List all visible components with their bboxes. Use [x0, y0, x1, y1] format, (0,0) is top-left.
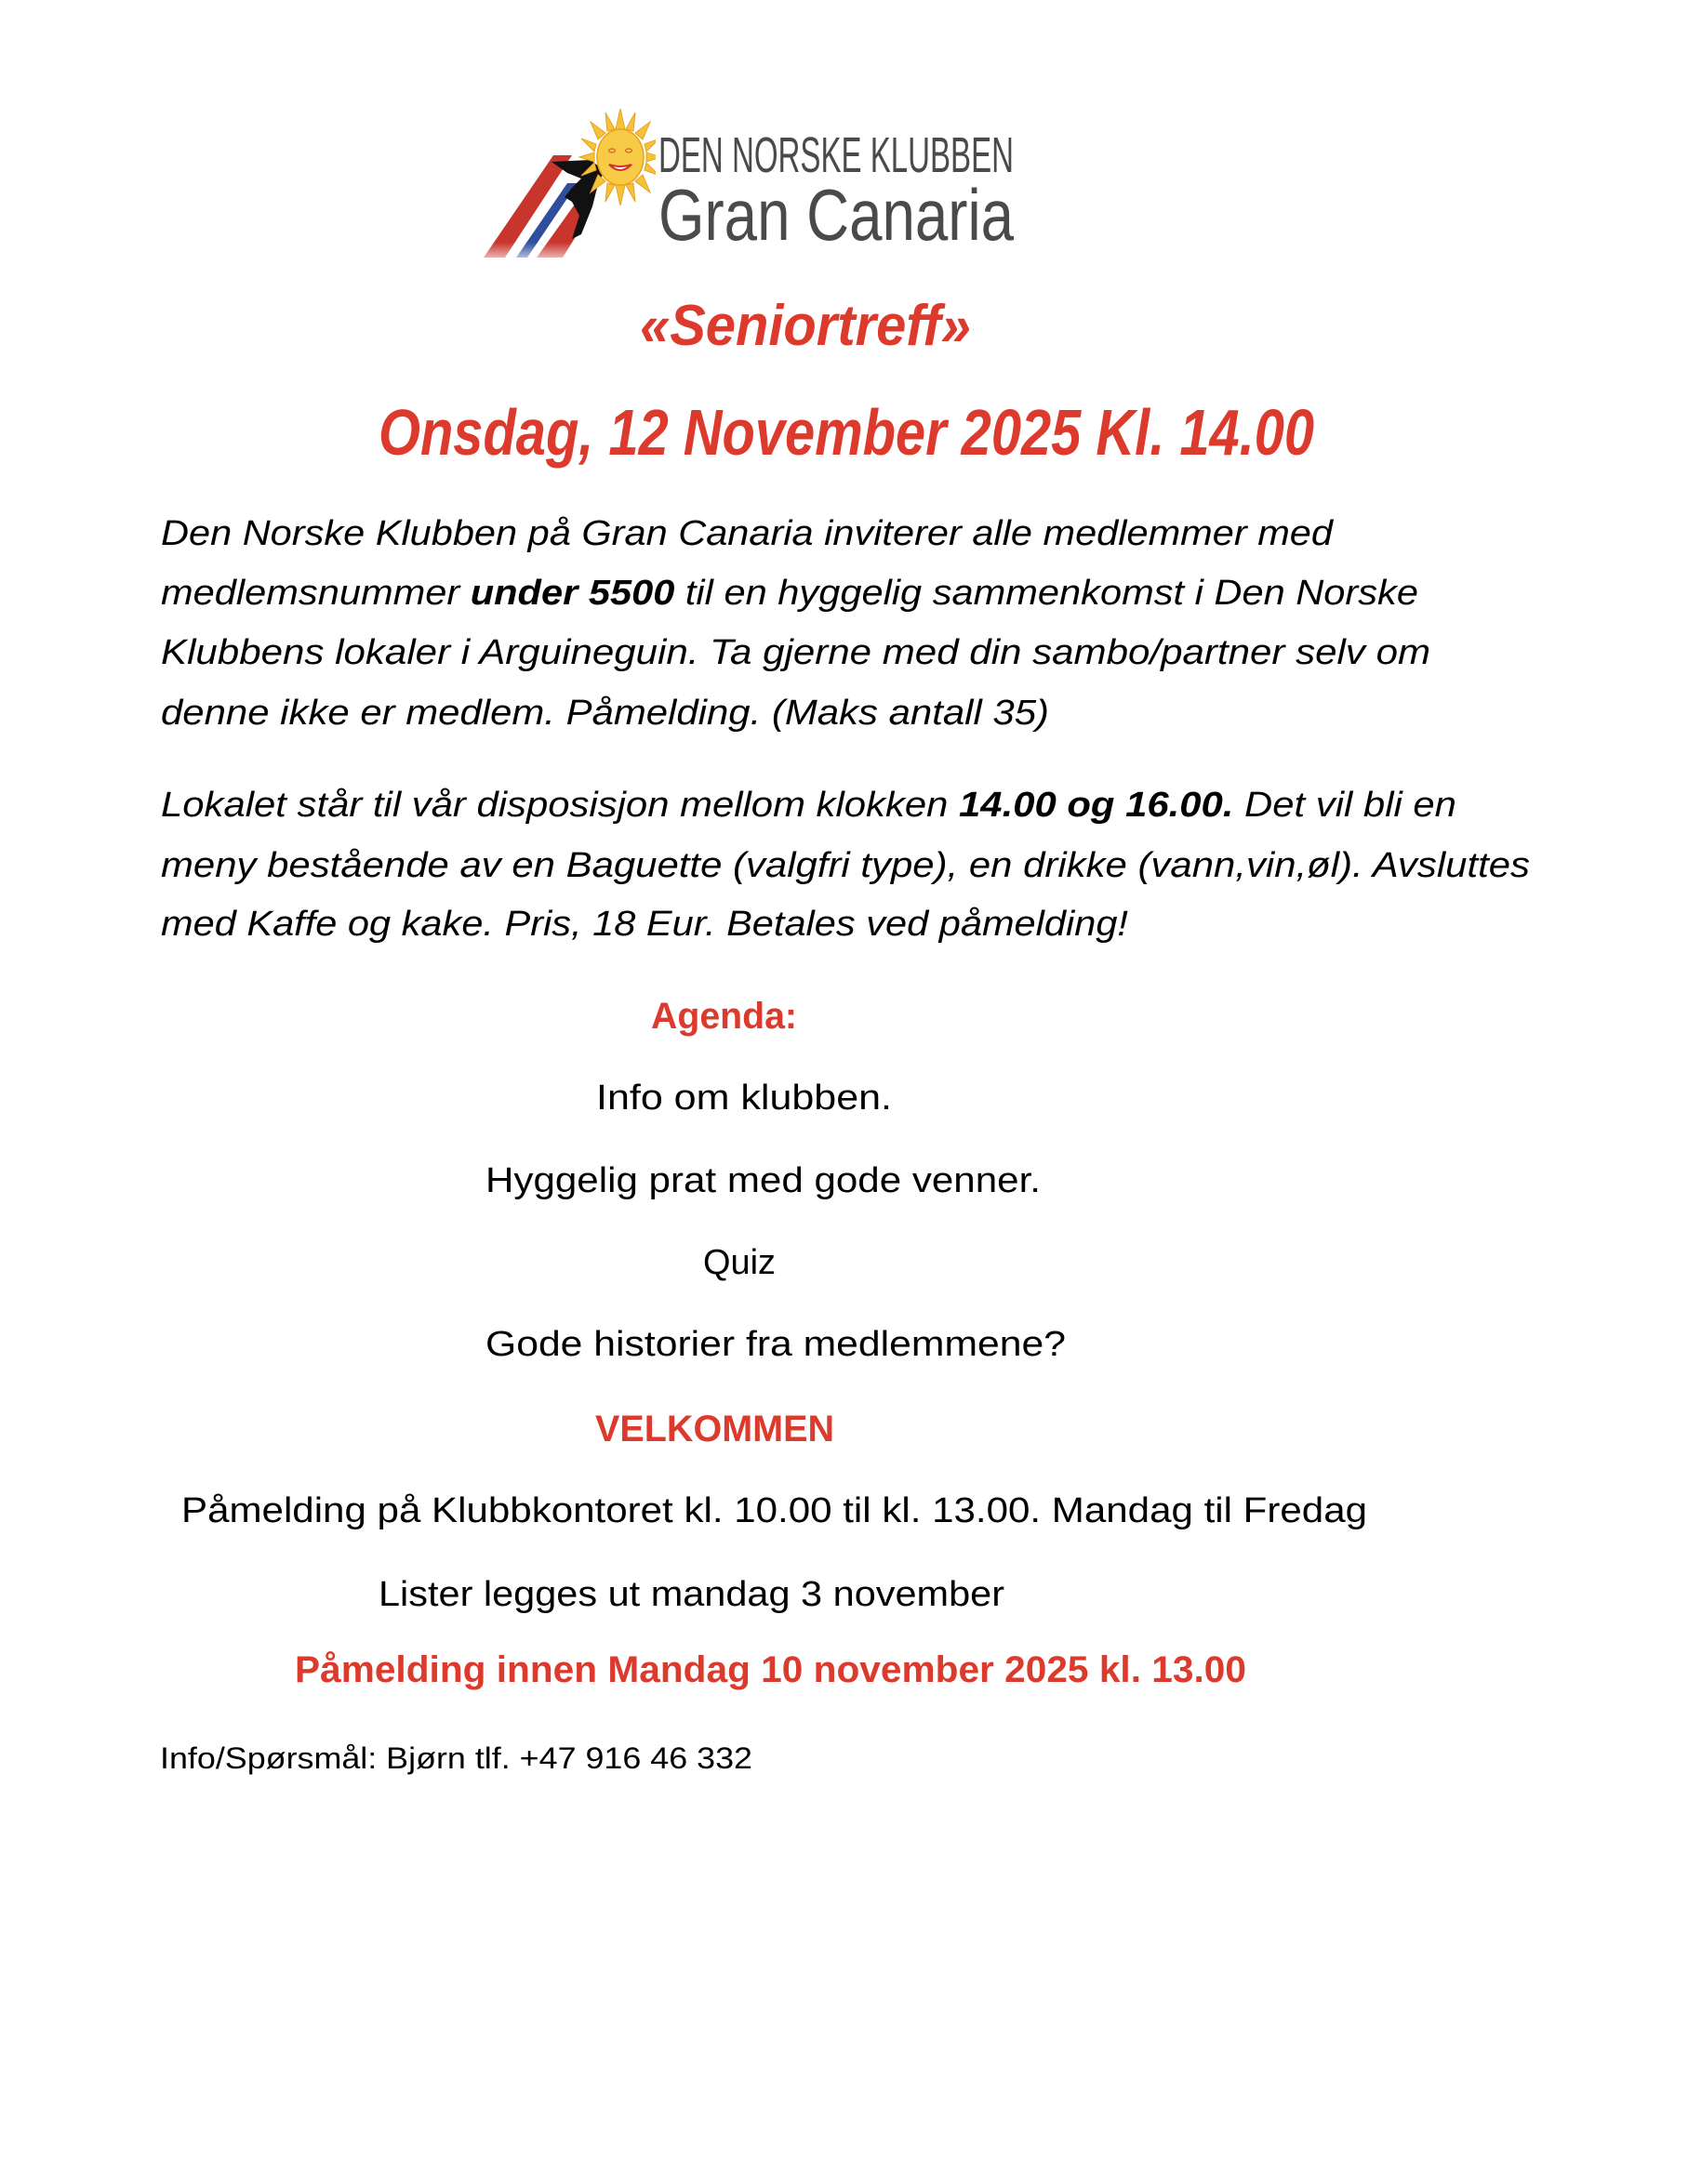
text: Klubbens lokaler i Arguineguin. Ta gjerne med din sambo/partner selv om	[161, 633, 1431, 672]
logo-line-2: Gran Canaria	[658, 174, 1014, 256]
paragraph-line	[161, 516, 1333, 551]
logo-line-1: DEN NORSKE KLUBBEN	[658, 127, 1014, 183]
office-hours-text: Påmelding på Klubbkontoret kl. 10.00 til kl. 13.00. Mandag til Fredag	[181, 1491, 1368, 1530]
text: denne ikke er medlem. Påmelding. (Maks antall 35)	[161, 694, 1049, 733]
text: Det vil bli en	[1233, 786, 1456, 825]
text: Den Norske Klubben på Gran Canaria inviterer alle medlemmer med	[161, 514, 1333, 553]
sun-icon	[579, 109, 656, 205]
registration-deadline: Påmelding innen Mandag 10 november 2025 kl. 13.00	[295, 1649, 1246, 1690]
agenda-item: Gode historier fra medlemmene?	[485, 1325, 1066, 1364]
paragraph-line	[161, 848, 1530, 883]
paragraph-line	[161, 576, 1418, 611]
agenda-item: Info om klubben.	[596, 1079, 893, 1118]
paragraph-line	[161, 788, 1456, 823]
welcome-text: VELKOMMEN	[595, 1409, 835, 1449]
text: Lokalet står til vår disposisjon mellom klokken	[161, 786, 960, 825]
agenda-heading: Agenda:	[651, 996, 797, 1037]
text: medlemsnummer	[161, 574, 471, 613]
club-logo-icon	[479, 104, 656, 267]
text: med Kaffe og kake. Pris, 18 Eur. Betales ved påmelding!	[161, 905, 1128, 944]
contact-info: Info/Spørsmål: Bjørn tlf. +47 916 46 332	[160, 1741, 753, 1775]
text: meny bestående av en Baguette (valgfri type), en drikke (vann,vin,øl). Avsluttes	[161, 846, 1531, 885]
paragraph-line	[161, 635, 1430, 670]
event-title: «Seniortreff»	[640, 294, 972, 358]
bold-text: 14.00 og 16.00.	[959, 786, 1234, 825]
event-date: Onsdag, 12 November 2025 Kl. 14.00	[379, 396, 1315, 469]
paragraph-line	[161, 907, 1128, 942]
agenda-item: Hyggelig prat med gode venner.	[485, 1161, 1041, 1200]
bold-text: under 5500	[470, 574, 675, 613]
paragraph-line	[161, 695, 1049, 731]
agenda-item: Quiz	[703, 1243, 776, 1282]
text: til en hyggelig sammenkomst i Den Norske	[674, 574, 1418, 613]
lists-text: Lister legges ut mandag 3 november	[379, 1575, 1005, 1614]
